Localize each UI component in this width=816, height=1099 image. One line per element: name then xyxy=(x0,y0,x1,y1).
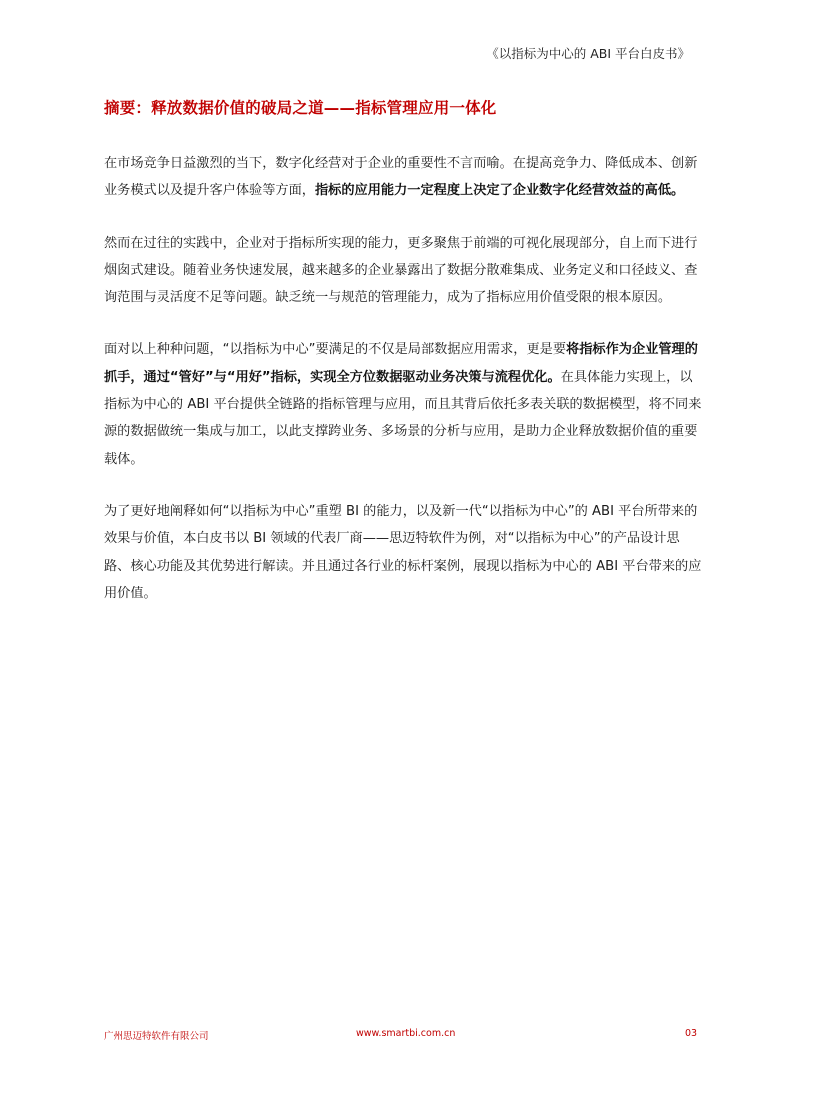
paragraph-4-part-1: 为了更好地阐释如何“以指标为中心”重塑 BI 的能力，以及新一代“以指标为中心”的 ABI 平台所带来的效果与价值，本白皮书以 BI 领域的代表厂商——思迈特软件为例，对“以指标为中心”的产品设计思路、核心功能及其优势进行解读。并且通过各行业的标杆案例，展现以指标为中心的 ABI 平台带来的应用价值。 xyxy=(104,503,702,601)
paragraph-3-part-3: 在具体能力实现上，以指标为中心的 ABI 平台提供全链路的指标管理与应用，而且其背后依托多表关联的数据模型，将不同来源的数据做统一集成与加工，以此支撑跨业务、多场景的分析与应用，是助力企业释放数据价值的重要载体。 xyxy=(104,369,702,467)
footer-page-number: 03 xyxy=(685,1028,698,1039)
footer-company: 广州思迈特软件有限公司 xyxy=(104,1031,209,1042)
paragraph-1-part-1: 在市场竞争日益激烈的当下，数字化经营对于企业的重要性不言而喻。在提高竞争力、降低成本、创新业务模式以及提升客户体验等方面， xyxy=(104,156,698,199)
abstract-title: 摘要：释放数据价值的破局之道——指标管理应用一体化 xyxy=(104,99,497,117)
body-text xyxy=(104,150,704,632)
paragraph-2 xyxy=(104,230,704,312)
footer-website: www.smartbi.com.cn xyxy=(356,1028,456,1039)
paragraph-1-part-2: 指标的应用能力一定程度上决定了企业数字化经营效益的高低。 xyxy=(315,183,685,199)
page-header: 《以指标为中心的 ABI 平台白皮书》 xyxy=(486,46,690,61)
paragraph-4 xyxy=(104,498,704,607)
paragraph-1 xyxy=(104,150,704,205)
paragraph-2-part-1: 然而在过往的实践中，企业对于指标所实现的能力，更多聚焦于前端的可视化展现部分，自上而下进行烟囱式建设。随着业务快速发展，越来越多的企业暴露出了数据分散难集成、业务定义和口径歧义、查询范围与灵活度不足等问题。缺乏统一与规范的管理能力，成为了指标应用价值受限的根本原因。 xyxy=(104,235,698,306)
paragraph-3-part-2: 将指标作为企业管理的抓手，通过“管好”与“用好”指标，实现全方位数据驱动业务决策与流程优化。 xyxy=(104,342,698,385)
paragraph-3 xyxy=(104,336,704,472)
paragraph-3-part-1: 面对以上种种问题，“以指标为中心”要满足的不仅是局部数据应用需求，更是要 xyxy=(104,342,567,358)
